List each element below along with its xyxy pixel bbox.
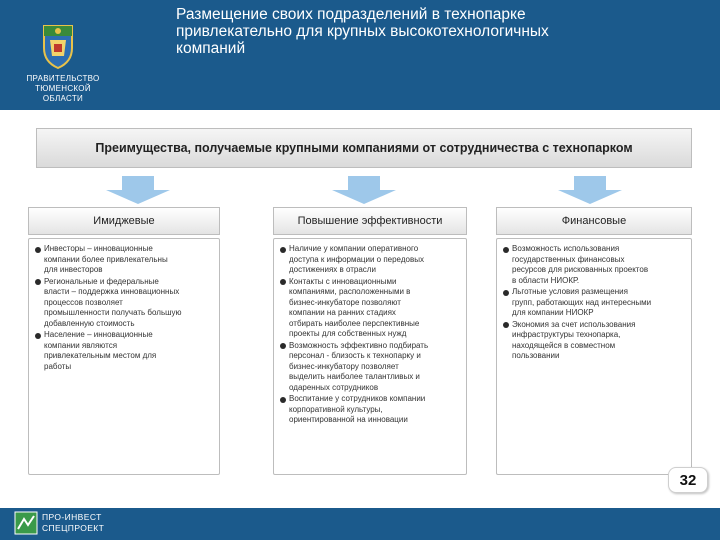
region-label: ПРАВИТЕЛЬСТВО ТЮМЕНСКОЙ ОБЛАСТИ: [26, 74, 100, 103]
list-item: [503, 244, 684, 286]
down-arrow-icon: [330, 176, 398, 204]
list-item-text: Льготные условия размещения групп, работающих над интересными для компании НИОКР: [512, 287, 652, 317]
column-title: Имиджевые: [28, 207, 220, 235]
bullet-icon: [280, 247, 286, 253]
bullet-icon: [280, 397, 286, 403]
page-title: Размещение своих подразделений в технопарке привлекательно для крупных высокотехнологичных компаний: [176, 6, 549, 57]
bullet-icon: [503, 290, 509, 296]
bullet-icon: [280, 279, 286, 285]
bullet-icon: [35, 279, 41, 285]
list-item-text: Экономия за счет использования инфраструктуры технопарка, находящейся в совместном пользовании: [512, 319, 636, 360]
column-title: Повышение эффективности: [273, 207, 467, 235]
list-item-text: Возможность использования государственных финансовых ресурсов для рискованных проектов в области НИОКР.: [512, 244, 649, 285]
column-body: [273, 238, 467, 475]
list-item-text: Инвесторы – инновационные компании более привлекательны для инвесторов: [44, 244, 168, 274]
footer-logo-text: ПРО-ИНВЕСТ СПЕЦПРОЕКТ: [42, 512, 105, 533]
list-item: [503, 320, 684, 362]
down-arrow-icon: [556, 176, 624, 204]
down-arrow-icon: [104, 176, 172, 204]
banner-text: Преимущества, получаемые крупными компаниями от сотрудничества с технопарком: [95, 141, 633, 155]
bullet-icon: [280, 343, 286, 349]
benefits-banner: [36, 128, 692, 168]
column-body: [496, 238, 692, 475]
list-item: [280, 244, 459, 276]
tyumen-coat-of-arms-icon: [38, 22, 78, 70]
list-item-text: Наличие у компании оперативного доступа к информации о передовых достижениях в отрасли: [289, 244, 424, 274]
list-item-text: Возможность эффективно подбирать персонал - близость к технопарку и бизнес-инкубатору позволяет выделить наиболее талантливых и одаренных сотрудников: [289, 340, 429, 392]
bullet-icon: [35, 247, 41, 253]
list-item: [280, 341, 459, 394]
page-number: 32: [668, 467, 708, 493]
list-item: [35, 277, 212, 330]
list-item: [35, 244, 212, 276]
footer-bar: [0, 508, 720, 540]
list-item: [280, 394, 459, 426]
column-body: [28, 238, 220, 475]
bullet-icon: [503, 247, 509, 253]
list-item: [35, 330, 212, 372]
bullet-icon: [35, 333, 41, 339]
list-item: [280, 277, 459, 340]
list-item-text: Население – инновационные компании являются привлекательным местом для работы: [44, 330, 157, 371]
list-item-text: Контакты с инновационными компаниями, расположенными в бизнес-инкубаторе позволяют компании на ранних стадиях отбирать наиболее перспективные проекты для собственных нужд: [289, 276, 420, 338]
list-item: [503, 287, 684, 319]
list-item-text: Воспитание у сотрудников компании корпоративной культуры, ориентированной на инновации: [289, 394, 426, 424]
pro-invest-logo-icon: [14, 511, 38, 535]
list-item-text: Региональные и федеральные власти – поддержка инновационных процессов позволяет промышленности получать большую добавленную стоимость: [44, 276, 182, 328]
column-title: Финансовые: [496, 207, 692, 235]
bullet-icon: [503, 322, 509, 328]
